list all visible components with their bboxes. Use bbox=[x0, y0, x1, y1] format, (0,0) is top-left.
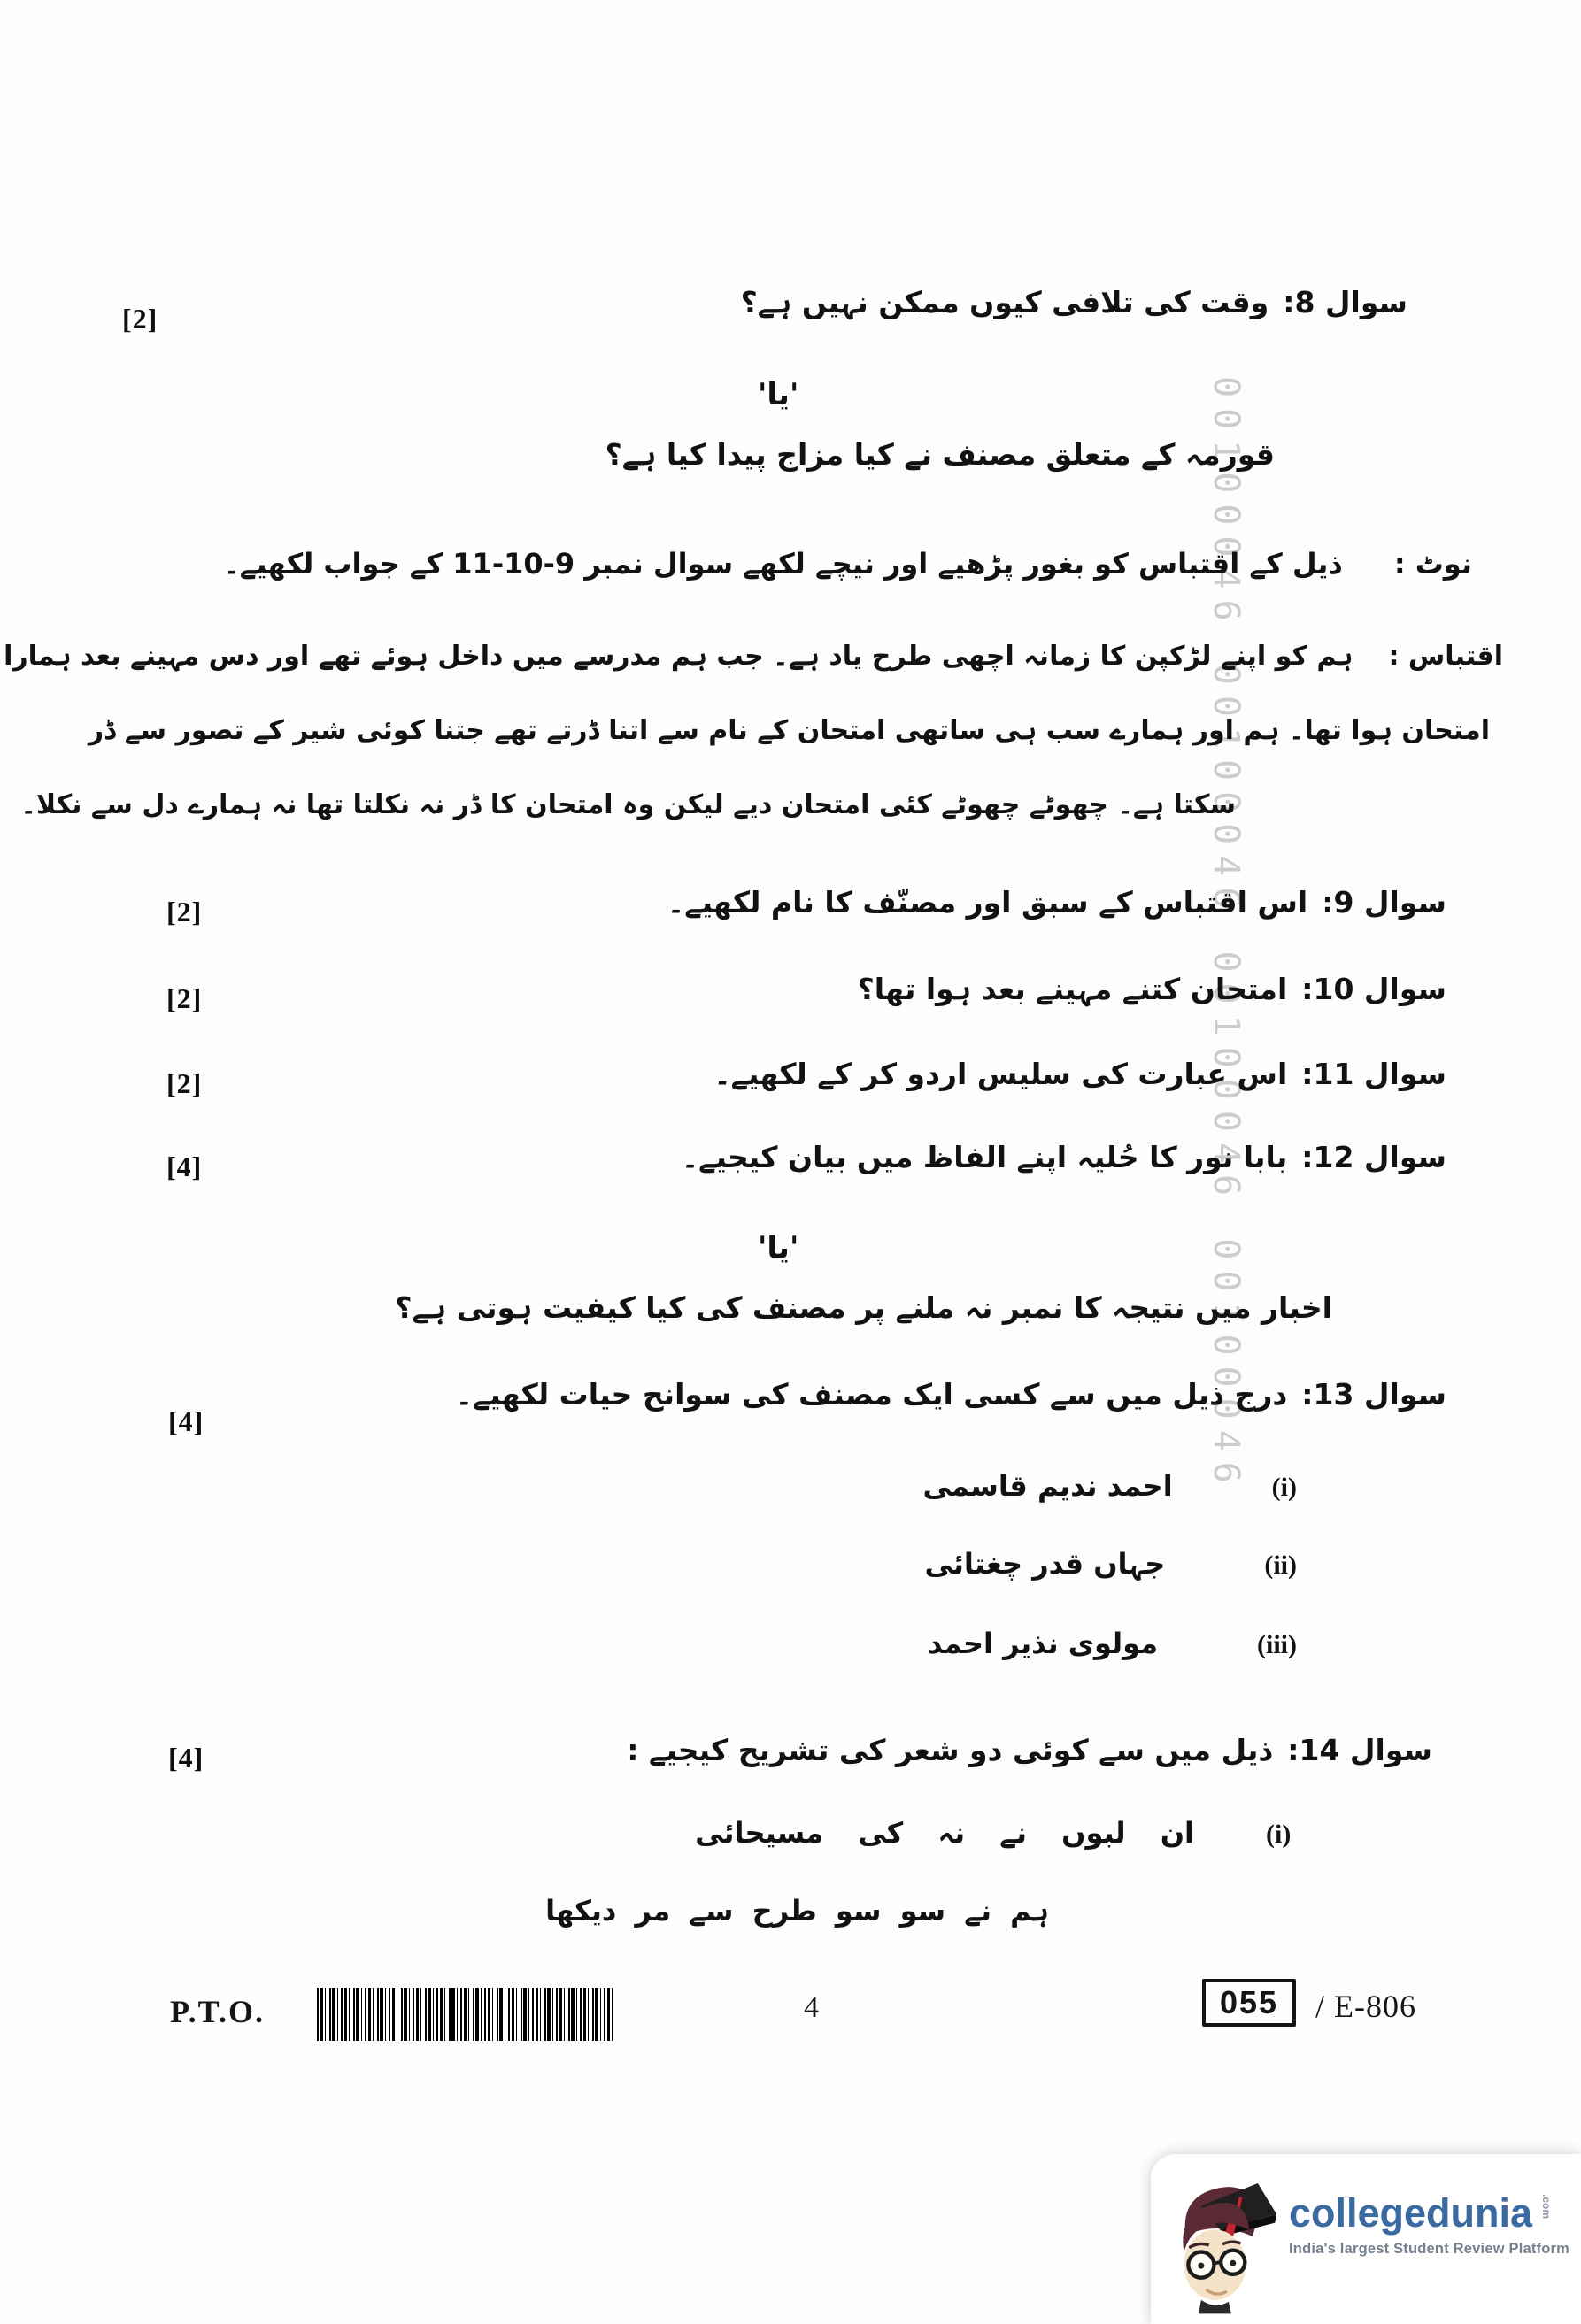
question-12-text: بابا نور کا حُلیہ اپنے الفاظ میں بیان کیجیے۔ bbox=[681, 1140, 1288, 1174]
marks-q9: [2] bbox=[166, 896, 203, 927]
paper-code-suffix: / E-806 bbox=[1315, 1989, 1416, 2024]
question-13-text: درج ذیل میں سے کسی ایک مصنف کی سوانح حیات لکھیے۔ bbox=[455, 1377, 1288, 1412]
q13-option-3-name: مولوی نذیر احمد bbox=[928, 1627, 1158, 1660]
question-8 bbox=[741, 285, 1407, 319]
note-label: نوٹ : bbox=[1393, 547, 1472, 581]
excerpt-line-3: سکتا ہے۔ چھوٹے چھوٹے کئی امتحان دیے لیکن وہ امتحان کا ڈر نہ نکلتا تھا نہ ہمارے دل سے نکلا۔ bbox=[20, 789, 1236, 820]
excerpt-text-1: ہم کو اپنے لڑکپن کا زمانہ اچھی طرح یاد ہے۔ جب ہم مدرسے میں داخل ہوئے تھے اور دس مہینے بعد ہمارا bbox=[4, 641, 1353, 672]
marks-q12: [4] bbox=[166, 1150, 203, 1182]
marks-q14: [4] bbox=[168, 1742, 204, 1774]
question-10-text: امتحان کتنے مہینے بعد ہوا تھا؟ bbox=[857, 972, 1288, 1006]
q14-verse-number: (i) bbox=[1266, 1820, 1292, 1849]
q13-option-3 bbox=[928, 1627, 1297, 1660]
collegedunia-tld: .com bbox=[1540, 2193, 1554, 2220]
q14-verse-line-2: ہم نے سو سو طرح سے مر دیکھا bbox=[545, 1894, 1049, 1928]
question-14 bbox=[627, 1733, 1432, 1767]
question-8-text: وقت کی تلافی کیوں ممکن نہیں ہے؟ bbox=[740, 285, 1269, 319]
marks-q10: [2] bbox=[166, 982, 203, 1014]
question-14-label: سوال 14: bbox=[1287, 1733, 1432, 1767]
excerpt-label: اقتباس : bbox=[1388, 641, 1503, 672]
question-9-label: سوال 9: bbox=[1322, 885, 1446, 920]
q13-option-2-number: (ii) bbox=[1264, 1551, 1297, 1580]
question-13-label: سوال 13: bbox=[1301, 1377, 1446, 1412]
collegedunia-tagline: India's largest Student Review Platform bbox=[1289, 2241, 1570, 2257]
q13-option-3-number: (iii) bbox=[1257, 1630, 1297, 1659]
question-12-label: سوال 12: bbox=[1301, 1140, 1446, 1174]
question-8-label: سوال 8: bbox=[1283, 285, 1407, 319]
q13-option-2 bbox=[924, 1547, 1297, 1581]
barcode bbox=[317, 1988, 616, 2041]
collegedunia-wordmark bbox=[1289, 2190, 1572, 2258]
excerpt-line-2: امتحان ہوا تھا۔ ہم اور ہمارے سب ہی ساتھی امتحان کے نام سے اتنا ڈرتے تھے جتنا کوئی شیر کے تصور سے ڈر bbox=[88, 715, 1490, 746]
q13-option-1 bbox=[923, 1469, 1297, 1503]
question-12-alternative: اخبار میں نتیجہ کا نمبر نہ ملنے پر مصنف کی کیا کیفیت ہوتی ہے؟ bbox=[395, 1290, 1332, 1325]
collegedunia-logo-card bbox=[1151, 2154, 1581, 2324]
q13-option-2-name: جہاں قدر چغتائی bbox=[924, 1547, 1166, 1581]
excerpt-line-1 bbox=[4, 641, 1503, 672]
collegedunia-mascot-icon bbox=[1170, 2166, 1282, 2315]
question-11-text: اس عبارت کی سلیس اردو کر کے لکھیے۔ bbox=[713, 1057, 1288, 1091]
paper-code-box: 055 bbox=[1202, 1979, 1296, 2027]
or-separator-1: 'یا' bbox=[758, 377, 799, 412]
marks-q13: [4] bbox=[168, 1405, 204, 1437]
or-separator-2: 'یا' bbox=[758, 1230, 799, 1266]
marks-q8: [2] bbox=[122, 303, 158, 335]
note-text: ذیل کے اقتباس کو بغور پڑھیے اور نیچے لکھے سوال نمبر 9-10-11 کے جواب لکھیے۔ bbox=[222, 547, 1343, 581]
question-13 bbox=[456, 1377, 1446, 1412]
marks-q11: [2] bbox=[166, 1067, 203, 1099]
pto-label: P.T.O. bbox=[170, 1994, 266, 2029]
question-9 bbox=[667, 885, 1446, 920]
question-11 bbox=[713, 1057, 1446, 1091]
question-12 bbox=[682, 1140, 1446, 1174]
collegedunia-name: collegedunia bbox=[1289, 2190, 1533, 2236]
question-8-alternative: قورمہ کے متعلق مصنف نے کیا مزاج پیدا کیا ہے؟ bbox=[605, 437, 1275, 472]
question-10-label: سوال 10: bbox=[1301, 972, 1446, 1006]
q13-option-1-name: احمد ندیم قاسمی bbox=[922, 1469, 1173, 1503]
question-14-text: ذیل میں سے کوئی دو شعر کی تشریح کیجیے : bbox=[627, 1733, 1274, 1767]
question-11-label: سوال 11: bbox=[1301, 1057, 1446, 1091]
page-number: 4 bbox=[804, 1991, 819, 2024]
note-line bbox=[223, 547, 1472, 581]
q14-verse-line-1: ان لبوں نے نہ کی مسیحائی bbox=[695, 1816, 1194, 1850]
question-10 bbox=[858, 972, 1446, 1006]
q13-option-1-number: (i) bbox=[1271, 1473, 1297, 1502]
scan-watermark-digits: 00100046 00100046 00100046 00100046 bbox=[1206, 376, 1246, 1494]
question-9-text: اس اقتباس کے سبق اور مصنّف کا نام لکھیے۔ bbox=[667, 885, 1308, 920]
